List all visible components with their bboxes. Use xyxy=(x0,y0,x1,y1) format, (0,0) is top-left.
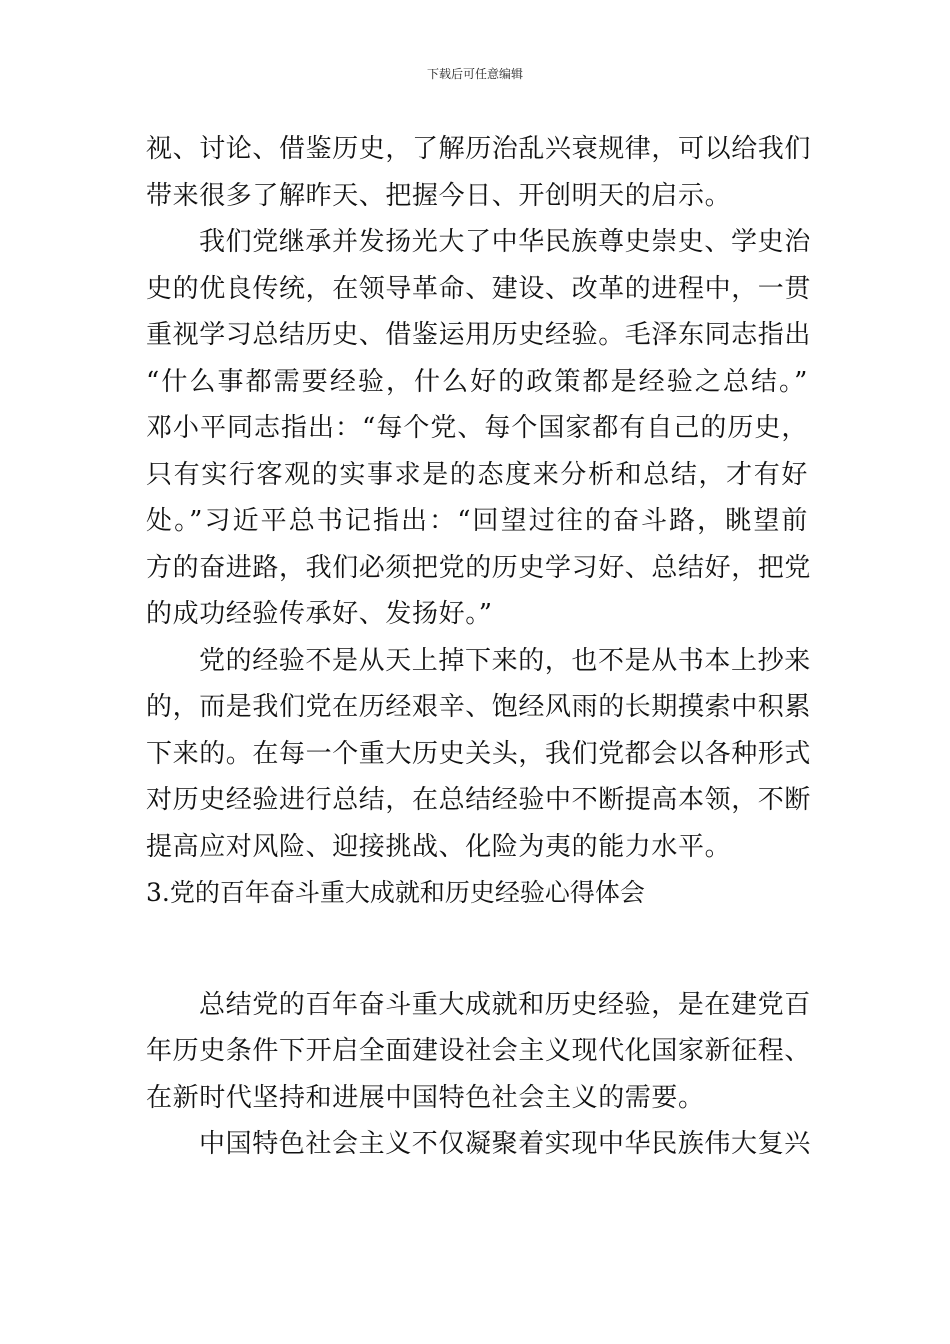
paragraph-start-line: 我们党继承并发扬光大了中华民族尊史崇史、学史治 xyxy=(199,227,811,257)
text-line: 在新时代坚持和进展中国特色社会主义的需要。 xyxy=(146,1082,705,1113)
text-line: 重视学习总结历史、借鉴运用历史经验。毛泽东同志指出 xyxy=(146,320,812,350)
page-header-note: 下载后可任意编辑 xyxy=(426,67,523,81)
text-line: 的，而是我们党在历经艰辛、饱经风雨的长期摸索中积累 xyxy=(146,692,812,722)
text-line: 史的优良传统，在领导革命、建设、改革的进程中，一贯 xyxy=(146,273,812,304)
document-body xyxy=(146,126,812,1168)
paragraph-start-line: 总结党的百年奋斗重大成就和历史经验，是在建党百 xyxy=(199,989,811,1020)
text-line: 下来的。在每一个重大历史关头，我们党都会以各种形式 xyxy=(146,738,812,769)
text-line: 的成功经验传承好、发扬好。” xyxy=(146,599,493,629)
section-heading: 3.党的百年奋斗重大成就和历史经验心得体会 xyxy=(146,878,645,907)
blank-spacer xyxy=(146,917,808,982)
text-line: 带来很多了解昨天、把握今日、开创明天的启示。 xyxy=(146,180,732,211)
text-line: 年历史条件下开启全面建设社会主义现代化国家新征程、 xyxy=(146,1036,812,1066)
text-line: “什么事都需要经验，什么好的政策都是经验之总结。” xyxy=(146,366,808,397)
text-line: 方的奋进路，我们必须把党的历史学习好、总结好，把党 xyxy=(146,552,812,583)
text-line: 只有实行客观的实事求是的态度来分析和总结，才有好 xyxy=(146,459,808,490)
text-line: 邓小平同志指出：“每个党、每个国家都有自己的历史， xyxy=(146,413,808,443)
paragraph-start-line: 中国特色社会主义不仅凝聚着实现中华民族伟大复兴 xyxy=(199,1129,811,1159)
text-line: 视、讨论、借鉴历史，了解历治乱兴衰规律，可以给我们 xyxy=(146,134,812,164)
text-line: 提高应对风险、迎接挑战、化险为夷的能力水平。 xyxy=(146,831,732,862)
text-line: 处。”习近平总书记指出：“回望过往的奋斗路，眺望前 xyxy=(146,506,808,536)
text-line: 对历史经验进行总结，在总结经验中不断提高本领，不断 xyxy=(146,785,812,815)
paragraph-start-line: 党的经验不是从天上掉下来的，也不是从书本上抄来 xyxy=(199,645,811,676)
